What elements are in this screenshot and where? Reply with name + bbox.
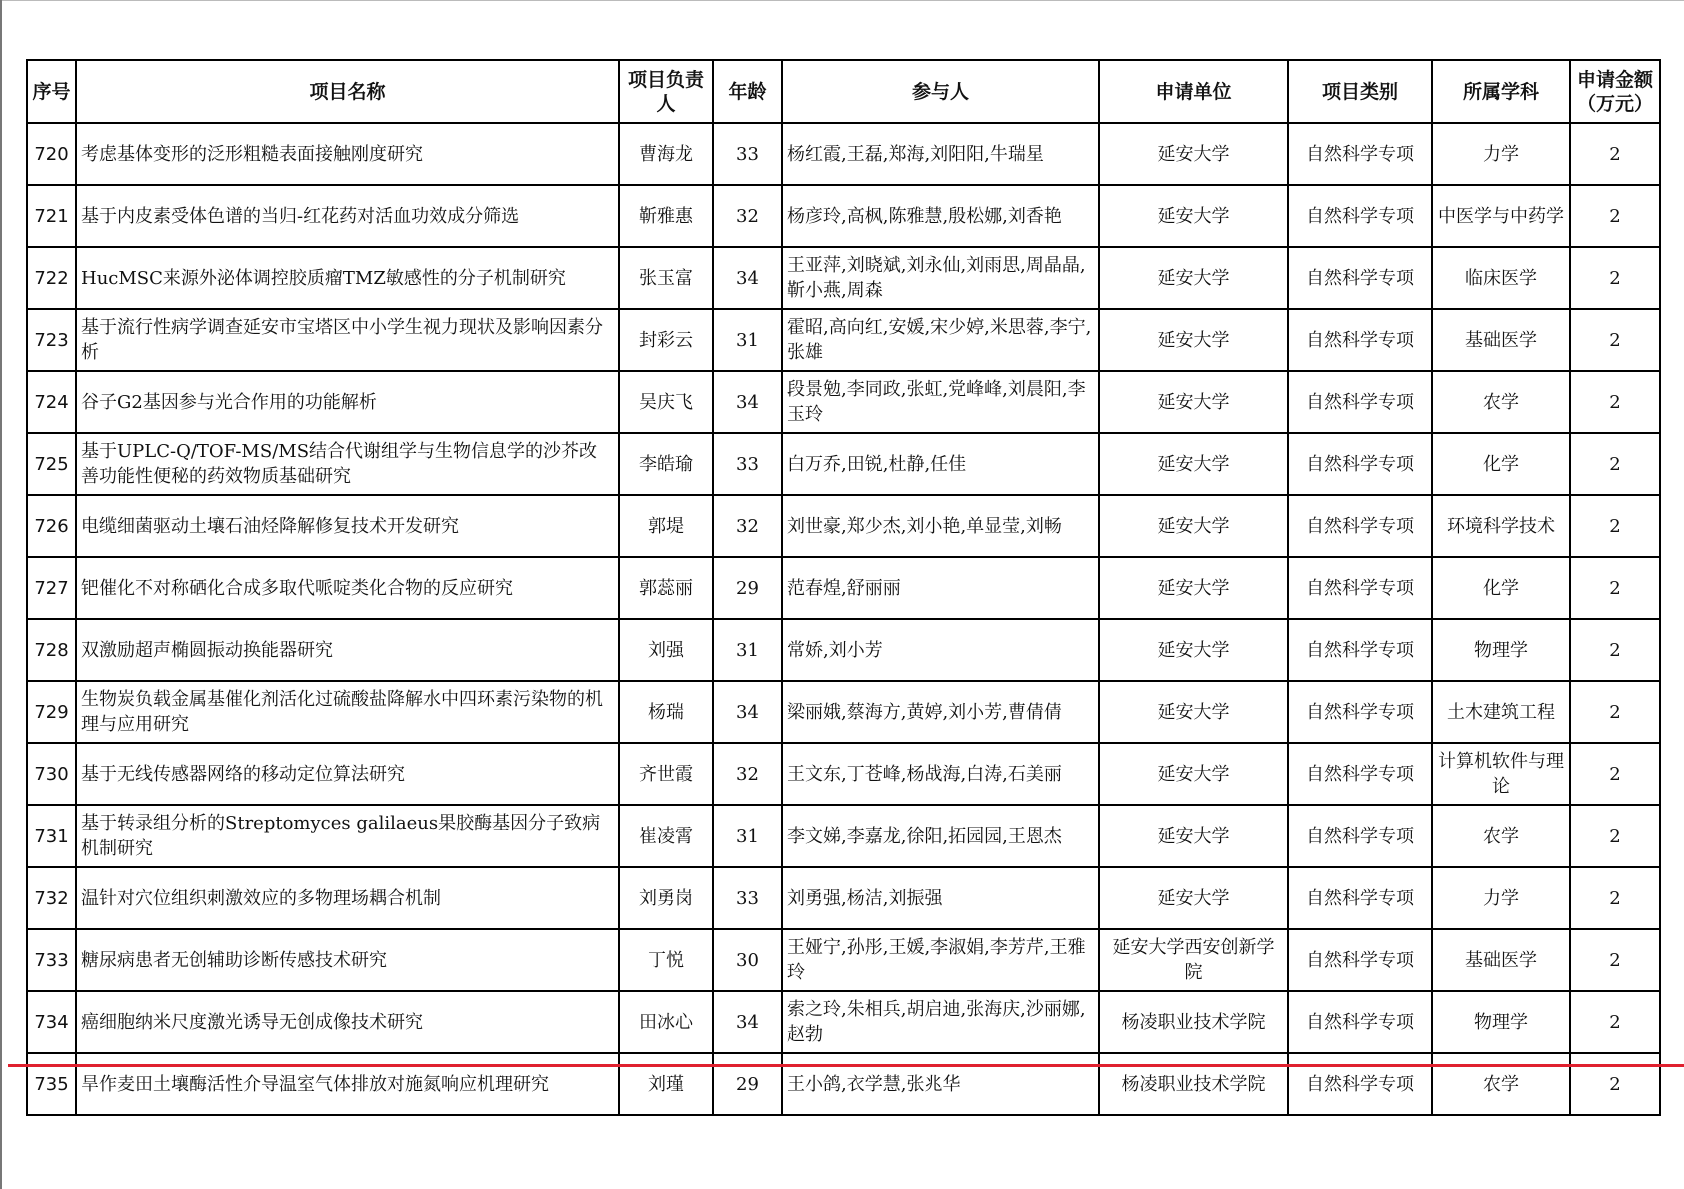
cell-project-name: 温针对穴位组织刺激效应的多物理场耦合机制 — [76, 867, 619, 929]
cell-type: 自然科学专项 — [1288, 991, 1432, 1053]
cell-subject: 化学 — [1432, 433, 1570, 495]
cell-subject: 临床医学 — [1432, 247, 1570, 309]
cell-seq: 725 — [27, 433, 76, 495]
cell-age: 34 — [713, 681, 782, 743]
cell-seq: 729 — [27, 681, 76, 743]
cell-seq: 723 — [27, 309, 76, 371]
cell-project-name: 基于转录组分析的Streptomyces galilaeus果胶酶基因分子致病机制研究 — [76, 805, 619, 867]
cell-unit: 延安大学西安创新学院 — [1099, 929, 1288, 991]
cell-participants: 刘勇强,杨洁,刘振强 — [782, 867, 1099, 929]
cell-type: 自然科学专项 — [1288, 371, 1432, 433]
cell-unit: 延安大学 — [1099, 371, 1288, 433]
cell-amount: 2 — [1570, 929, 1660, 991]
cell-type: 自然科学专项 — [1288, 681, 1432, 743]
cell-unit: 延安大学 — [1099, 557, 1288, 619]
cell-amount: 2 — [1570, 495, 1660, 557]
cell-seq: 730 — [27, 743, 76, 805]
cell-amount: 2 — [1570, 309, 1660, 371]
cell-leader: 田冰心 — [619, 991, 713, 1053]
cell-subject: 物理学 — [1432, 619, 1570, 681]
cell-participants: 范春煌,舒丽丽 — [782, 557, 1099, 619]
cell-age: 31 — [713, 805, 782, 867]
cell-project-name: 基于内皮素受体色谱的当归-红花药对活血功效成分筛选 — [76, 185, 619, 247]
cell-age: 34 — [713, 371, 782, 433]
table-row — [27, 867, 1660, 929]
cell-subject: 力学 — [1432, 867, 1570, 929]
cell-leader: 吴庆飞 — [619, 371, 713, 433]
cell-participants: 杨彦玲,高枫,陈雅慧,殷松娜,刘香艳 — [782, 185, 1099, 247]
cell-leader: 郭堤 — [619, 495, 713, 557]
cell-project-name: 电缆细菌驱动土壤石油烃降解修复技术开发研究 — [76, 495, 619, 557]
cell-age: 32 — [713, 743, 782, 805]
cell-project-name: 糖尿病患者无创辅助诊断传感技术研究 — [76, 929, 619, 991]
cell-amount: 2 — [1570, 123, 1660, 185]
cell-project-name: 癌细胞纳米尺度激光诱导无创成像技术研究 — [76, 991, 619, 1053]
page-top-edge — [0, 0, 1684, 1]
cell-unit: 延安大学 — [1099, 185, 1288, 247]
cell-type: 自然科学专项 — [1288, 867, 1432, 929]
cell-type: 自然科学专项 — [1288, 557, 1432, 619]
cell-project-name: HucMSC来源外泌体调控胶质瘤TMZ敏感性的分子机制研究 — [76, 247, 619, 309]
cell-amount: 2 — [1570, 185, 1660, 247]
cell-amount: 2 — [1570, 247, 1660, 309]
table-row — [27, 991, 1660, 1053]
cell-participants: 段景勉,李同政,张虹,党峰峰,刘晨阳,李玉玲 — [782, 371, 1099, 433]
cell-seq: 726 — [27, 495, 76, 557]
cell-leader: 丁悦 — [619, 929, 713, 991]
cell-age: 33 — [713, 123, 782, 185]
cell-participants: 王文东,丁苍峰,杨战海,白涛,石美丽 — [782, 743, 1099, 805]
cell-leader: 靳雅惠 — [619, 185, 713, 247]
cell-project-name: 双激励超声椭圆振动换能器研究 — [76, 619, 619, 681]
cell-leader: 杨瑞 — [619, 681, 713, 743]
header-amount: 申请金额（万元） — [1570, 60, 1660, 123]
table-row — [27, 557, 1660, 619]
cell-subject: 农学 — [1432, 371, 1570, 433]
cell-subject: 环境科学技术 — [1432, 495, 1570, 557]
cell-participants: 王亚萍,刘晓斌,刘永仙,刘雨思,周晶晶,靳小燕,周森 — [782, 247, 1099, 309]
table-row — [27, 247, 1660, 309]
cell-age: 31 — [713, 619, 782, 681]
cell-subject: 基础医学 — [1432, 309, 1570, 371]
cell-type: 自然科学专项 — [1288, 929, 1432, 991]
cell-subject: 计算机软件与理论 — [1432, 743, 1570, 805]
cell-leader: 郭蕊丽 — [619, 557, 713, 619]
cell-unit: 延安大学 — [1099, 123, 1288, 185]
cell-leader: 齐世霞 — [619, 743, 713, 805]
cell-leader: 封彩云 — [619, 309, 713, 371]
cell-project-name: 生物炭负载金属基催化剂活化过硫酸盐降解水中四环素污染物的机理与应用研究 — [76, 681, 619, 743]
cell-unit: 延安大学 — [1099, 681, 1288, 743]
header-name: 项目名称 — [76, 60, 619, 123]
cell-participants: 杨红霞,王磊,郑海,刘阳阳,牛瑞星 — [782, 123, 1099, 185]
cell-unit: 杨凌职业技术学院 — [1099, 991, 1288, 1053]
project-table — [26, 59, 1661, 1116]
cell-unit: 延安大学 — [1099, 619, 1288, 681]
cell-amount: 2 — [1570, 681, 1660, 743]
cell-type: 自然科学专项 — [1288, 805, 1432, 867]
cell-unit: 延安大学 — [1099, 495, 1288, 557]
cell-age: 31 — [713, 309, 782, 371]
cell-project-name: 谷子G2基因参与光合作用的功能解析 — [76, 371, 619, 433]
table-row — [27, 433, 1660, 495]
cell-leader: 李皓瑜 — [619, 433, 713, 495]
cell-amount: 2 — [1570, 1053, 1660, 1115]
table-row — [27, 495, 1660, 557]
cell-age: 34 — [713, 247, 782, 309]
table-row — [27, 681, 1660, 743]
header-participants: 参与人 — [782, 60, 1099, 123]
cell-project-name: 考虑基体变形的泛形粗糙表面接触刚度研究 — [76, 123, 619, 185]
table-row — [27, 929, 1660, 991]
cell-participants: 索之玲,朱相兵,胡启迪,张海庆,沙丽娜,赵勃 — [782, 991, 1099, 1053]
cell-type: 自然科学专项 — [1288, 619, 1432, 681]
table-row — [27, 805, 1660, 867]
cell-seq: 732 — [27, 867, 76, 929]
cell-leader: 刘勇岗 — [619, 867, 713, 929]
cell-age: 32 — [713, 185, 782, 247]
cell-leader: 刘瑾 — [619, 1053, 713, 1115]
cell-participants: 李文娣,李嘉龙,徐阳,拓园园,王恩杰 — [782, 805, 1099, 867]
table-row — [27, 185, 1660, 247]
cell-amount: 2 — [1570, 557, 1660, 619]
cell-type: 自然科学专项 — [1288, 743, 1432, 805]
cell-seq: 735 — [27, 1053, 76, 1115]
cell-participants: 白万乔,田锐,杜静,任佳 — [782, 433, 1099, 495]
table-row — [27, 123, 1660, 185]
header-age: 年龄 — [713, 60, 782, 123]
cell-project-name: 钯催化不对称硒化合成多取代哌啶类化合物的反应研究 — [76, 557, 619, 619]
cell-participants: 常娇,刘小芳 — [782, 619, 1099, 681]
cell-seq: 722 — [27, 247, 76, 309]
cell-type: 自然科学专项 — [1288, 309, 1432, 371]
cell-leader: 张玉富 — [619, 247, 713, 309]
cell-unit: 延安大学 — [1099, 247, 1288, 309]
cell-type: 自然科学专项 — [1288, 123, 1432, 185]
cell-type: 自然科学专项 — [1288, 247, 1432, 309]
cell-participants: 霍昭,高向红,安媛,宋少婷,米思蓉,李宁,张雄 — [782, 309, 1099, 371]
cell-seq: 721 — [27, 185, 76, 247]
cell-age: 33 — [713, 433, 782, 495]
cell-leader: 刘强 — [619, 619, 713, 681]
cell-amount: 2 — [1570, 743, 1660, 805]
cell-seq: 733 — [27, 929, 76, 991]
cell-project-name: 旱作麦田土壤酶活性介导温室气体排放对施氮响应机理研究 — [76, 1053, 619, 1115]
cell-subject: 化学 — [1432, 557, 1570, 619]
header-leader: 项目负责人 — [619, 60, 713, 123]
cell-unit: 延安大学 — [1099, 867, 1288, 929]
cell-amount: 2 — [1570, 867, 1660, 929]
cell-age: 33 — [713, 867, 782, 929]
cell-unit: 延安大学 — [1099, 433, 1288, 495]
header-unit: 申请单位 — [1099, 60, 1288, 123]
cell-subject: 中医学与中药学 — [1432, 185, 1570, 247]
cell-unit: 延安大学 — [1099, 309, 1288, 371]
cell-project-name: 基于无线传感器网络的移动定位算法研究 — [76, 743, 619, 805]
cell-type: 自然科学专项 — [1288, 185, 1432, 247]
cell-subject: 土木建筑工程 — [1432, 681, 1570, 743]
cell-age: 32 — [713, 495, 782, 557]
cell-age: 30 — [713, 929, 782, 991]
cell-participants: 王娅宁,孙彤,王媛,李淑娟,李芳芹,王雅玲 — [782, 929, 1099, 991]
cell-subject: 物理学 — [1432, 991, 1570, 1053]
cell-unit: 延安大学 — [1099, 743, 1288, 805]
cell-subject: 基础医学 — [1432, 929, 1570, 991]
header-seq: 序号 — [27, 60, 76, 123]
cell-seq: 731 — [27, 805, 76, 867]
cell-type: 自然科学专项 — [1288, 433, 1432, 495]
header-type: 项目类别 — [1288, 60, 1432, 123]
cell-amount: 2 — [1570, 371, 1660, 433]
cell-age: 29 — [713, 557, 782, 619]
cell-subject: 力学 — [1432, 123, 1570, 185]
cell-unit: 延安大学 — [1099, 805, 1288, 867]
cell-amount: 2 — [1570, 433, 1660, 495]
cell-seq: 734 — [27, 991, 76, 1053]
table-row — [27, 371, 1660, 433]
cell-leader: 曹海龙 — [619, 123, 713, 185]
cell-type: 自然科学专项 — [1288, 495, 1432, 557]
cell-seq: 727 — [27, 557, 76, 619]
cell-age: 34 — [713, 991, 782, 1053]
header-row — [27, 60, 1660, 123]
cell-amount: 2 — [1570, 991, 1660, 1053]
header-subject: 所属学科 — [1432, 60, 1570, 123]
cell-subject: 农学 — [1432, 805, 1570, 867]
cell-age: 29 — [713, 1053, 782, 1115]
red-annotation-line — [8, 1064, 1684, 1067]
cell-type: 自然科学专项 — [1288, 1053, 1432, 1115]
cell-amount: 2 — [1570, 805, 1660, 867]
cell-seq: 720 — [27, 123, 76, 185]
cell-subject: 农学 — [1432, 1053, 1570, 1115]
cell-leader: 崔凌霄 — [619, 805, 713, 867]
page-left-edge — [0, 0, 2, 1189]
cell-project-name: 基于流行性病学调查延安市宝塔区中小学生视力现状及影响因素分析 — [76, 309, 619, 371]
cell-unit: 杨凌职业技术学院 — [1099, 1053, 1288, 1115]
cell-seq: 728 — [27, 619, 76, 681]
cell-project-name: 基于UPLC-Q/TOF-MS/MS结合代谢组学与生物信息学的沙芥改善功能性便秘的药效物质基础研究 — [76, 433, 619, 495]
table-row — [27, 309, 1660, 371]
table-row — [27, 1053, 1660, 1115]
table-row — [27, 743, 1660, 805]
cell-participants: 刘世豪,郑少杰,刘小艳,单显莹,刘畅 — [782, 495, 1099, 557]
cell-participants: 梁丽娥,蔡海方,黄婷,刘小芳,曹倩倩 — [782, 681, 1099, 743]
table-row — [27, 619, 1660, 681]
cell-seq: 724 — [27, 371, 76, 433]
cell-amount: 2 — [1570, 619, 1660, 681]
cell-participants: 王小鸽,衣学慧,张兆华 — [782, 1053, 1099, 1115]
